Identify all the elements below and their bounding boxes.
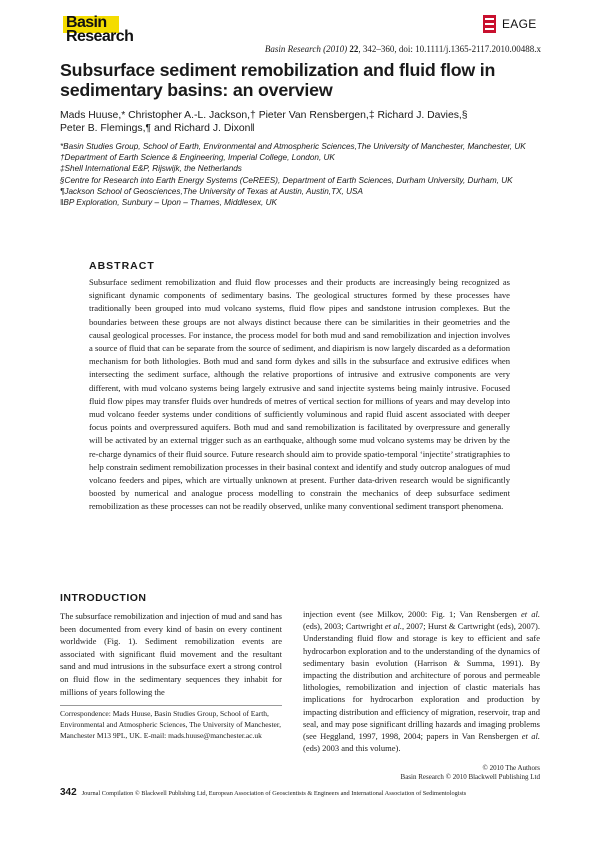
abstract-section (89, 260, 510, 514)
affiliation-2: †Department of Earth Science & Engineering, Imperial College, London, UK (60, 153, 335, 163)
logo-line-1: Basin (66, 14, 107, 31)
author-6: and Richard J. Dixon‖ (153, 123, 255, 134)
author-1: Mads Huuse,* (60, 110, 126, 121)
affiliation-1: *Basin Studies Group, School of Earth, Environmental and Atmospheric Sciences,The University of Manchester, Manchester, UK (60, 142, 526, 151)
introduction-left-column (60, 592, 282, 698)
copyright-line-2: Basin Research © 2010 Blackwell Publishing Ltd (400, 773, 540, 782)
intro-right-text-1: injection event (see Milkov, 2000: Fig. 1; Van Rensbergen (303, 609, 521, 619)
intro-right-em-3: et al. (521, 731, 540, 742)
logo-line-2: Research (66, 28, 134, 45)
introduction-paragraph-left: The subsurface remobilization and injection of mud and sand has been documented from every kind of basin on every continent worldwide (Fig. 1). Sediment remobilization events are associated with significant fluid movement and the resultant sand and mud intrusions in the subsurface exert a strong control on fluid flow in the sedimentary sequences they inhabit for millions of years following the (60, 611, 282, 697)
introduction-right-column (303, 608, 540, 754)
affiliation-list (60, 141, 540, 208)
page-number: 342 (60, 787, 77, 798)
intro-right-em-2: et al. (384, 621, 402, 632)
introduction-heading: INTRODUCTION (60, 592, 147, 604)
citation-line (265, 44, 541, 54)
citation-journal: Basin Research (2010) (264, 44, 350, 54)
introduction-paragraph-right (303, 608, 540, 754)
copyright-line-1: © 2010 The Authors (482, 764, 540, 772)
footnote-divider (60, 705, 282, 706)
intro-right-text-2: (eds), 2003; Cartwright (303, 621, 385, 632)
eage-label: EAGE (502, 17, 537, 31)
intro-right-em-1: et al. (521, 609, 540, 619)
author-list (60, 109, 550, 135)
correspondence-footnote: Correspondence: Mads Huuse, Basin Studies Group, School of Earth, Environmental and Atmospheric Sciences, The University of Manchester, Manchester M13 9PL, UK. E-mail: mads.huuse@manchester.ac.uk (60, 709, 281, 740)
affiliation-3: ‡Shell International E&P, Rijswijk, the Netherlands (60, 164, 242, 174)
author-3: Pieter Van Rensbergen,‡ (258, 110, 375, 121)
page-footer (60, 782, 540, 800)
author-4: Richard J. Davies,§ (377, 110, 468, 121)
abstract-text: Subsurface sediment remobilization and fluid flow processes and their products are increasingly being recognized as significant dynamic components of sedimentary basins. The geological structures formed by these processes have traditionally been grouped into mud volcano systems, fluid flow pipes and sandstone intrusion complexes. But the boundaries between these groups are not always distinct because there can be similarities in their geometries and the causal geological processes. For instance, the process model for both mud and sand remobilization and injection involves a source of fluid that can be separate from the source of sediment, and diapirism is now largely discarded as a deformation mechanism for both lithologies. Both mud and sand form dykes and sills in the subsurface and extrusive edifices when intersecting the sediment surface, although the relative proportions of intrusive and extrusive components are very different, with mud volcano systems being largely extrusive and sand injectite systems being mainly intrusive. Focused fluid flow pipes may transfer fluids over hundreds of metres of vertical section for millions of years and may develop into mud volcano feeder systems under conditions of sufficiently voluminous and rapid fluid ascent associated with deeper focus points and overpressured aquifers. Both mud and sand remobilization is facilitated by overpressure and generally will be activated by an external trigger such as an earthquake, although some mud volcano systems may be driven by the re-charge dynamics of their fluid source. Future research should aim to provide spatio-temporal ‘injectite’ stratigraphies to help constrain sediment remobilization processes in their basinal context and identify and study outcrop analogues of mud volcano feeders and pipes, which are virtually unknown at present. Further data-driven research would be significantly boosted by numerical and analogue process modelling to constrain the mechanics of deep subsurface sediment remobilization as these processes can not be readily observed, unlike many conventional sediment transport phenomena. (89, 277, 510, 512)
article-title: Subsurface sediment remobilization and fluid flow in sedimentary basins: an overview (60, 60, 496, 100)
author-2: Christopher A.-L. Jackson,† (128, 110, 256, 121)
affiliation-6: ‖BP Exploration, Sunbury – Upon – Thames, Middlesex, UK (60, 198, 277, 208)
affiliation-5: ¶Jackson School of Geosciences,The University of Texas at Austin, Austin,TX, USA (60, 186, 363, 196)
citation-pages-doi: , 342–360, doi: 10.1111/j.1365-2117.2010.00488.x (358, 44, 541, 54)
abstract-heading: ABSTRACT (89, 260, 155, 272)
intro-right-text-3: , 2007; Hurst & Cartwright (eds), 2007). Understanding fluid flow and storage is key to efficient and safe hydrocarbon exploration and to the understanding of the dynamics of sedimentary basin evolution (Harrison & Summa, 1991). By impacting the distribution and architecture of porous and permeable lithologies, remobilization and injection of clastic materials has implications for hydrocarbon exploration and production by impacting distribution and efficiency of migration, reservoir, trap and seal, and may pose significant drilling hazards and imaging problems (see Heggland, 1997, 1998, 2004; papers in Van Rensbergen (303, 621, 541, 742)
journal-logo (63, 14, 155, 44)
intro-right-text-4: (eds) 2003 and this volume). (303, 743, 401, 754)
eage-emblem-icon (483, 15, 496, 33)
citation-volume: 22 (349, 44, 359, 54)
affiliation-4: §Centre for Research into Earth Energy Systems (CeREES), Department of Earth Sciences, Durham University, Durham, UK (60, 175, 513, 185)
journal-compilation-notice: Journal Compilation © Blackwell Publishing Ltd, European Association of Geoscientists & Engineers and International Association of Sedimentologists (81, 790, 467, 797)
copyright-notice (401, 764, 540, 783)
author-5: Peter B. Flemings,¶ (60, 123, 152, 134)
